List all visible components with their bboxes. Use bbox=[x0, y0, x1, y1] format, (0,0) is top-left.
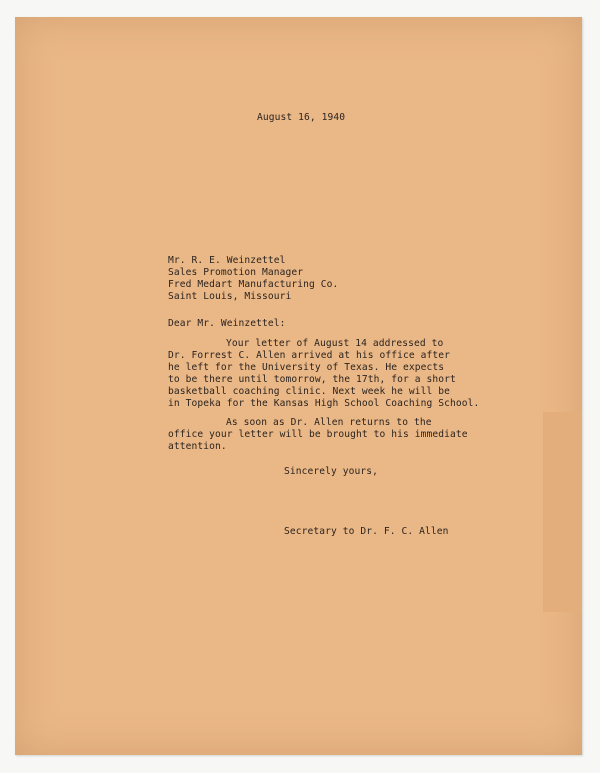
paragraph1-line: Your letter of August 14 addressed to bbox=[226, 338, 444, 349]
paragraph1-line: to be there until tomorrow, the 17th, for a short bbox=[168, 374, 456, 385]
paragraph1-line: Dr. Forrest C. Allen arrived at his office after bbox=[168, 350, 451, 361]
recipient-name: Mr. R. E. Weinzettel bbox=[168, 255, 286, 266]
recipient-title: Sales Promotion Manager bbox=[168, 267, 304, 278]
paragraph1-line: basketball coaching clinic. Next week he will be bbox=[168, 386, 451, 397]
letter-page bbox=[15, 17, 582, 755]
paragraph1-line: he left for the University of Texas. He expects bbox=[168, 362, 445, 373]
paragraph2-line: office your letter will be brought to his immediate bbox=[168, 429, 468, 440]
paragraph2-line: As soon as Dr. Allen returns to the bbox=[226, 417, 432, 428]
recipient-company: Fred Medart Manufacturing Co. bbox=[168, 279, 339, 290]
paragraph1-line: in Topeka for the Kansas High School Coaching School. bbox=[168, 398, 480, 409]
paragraph2-line: attention. bbox=[168, 441, 227, 452]
closing: Sincerely yours, bbox=[284, 466, 379, 477]
typed-letter bbox=[15, 17, 582, 755]
signature-line: Secretary to Dr. F. C. Allen bbox=[284, 526, 449, 537]
salutation: Dear Mr. Weinzettel: bbox=[168, 318, 286, 329]
letter-date: August 16, 1940 bbox=[257, 112, 346, 123]
recipient-city: Saint Louis, Missouri bbox=[168, 291, 292, 302]
